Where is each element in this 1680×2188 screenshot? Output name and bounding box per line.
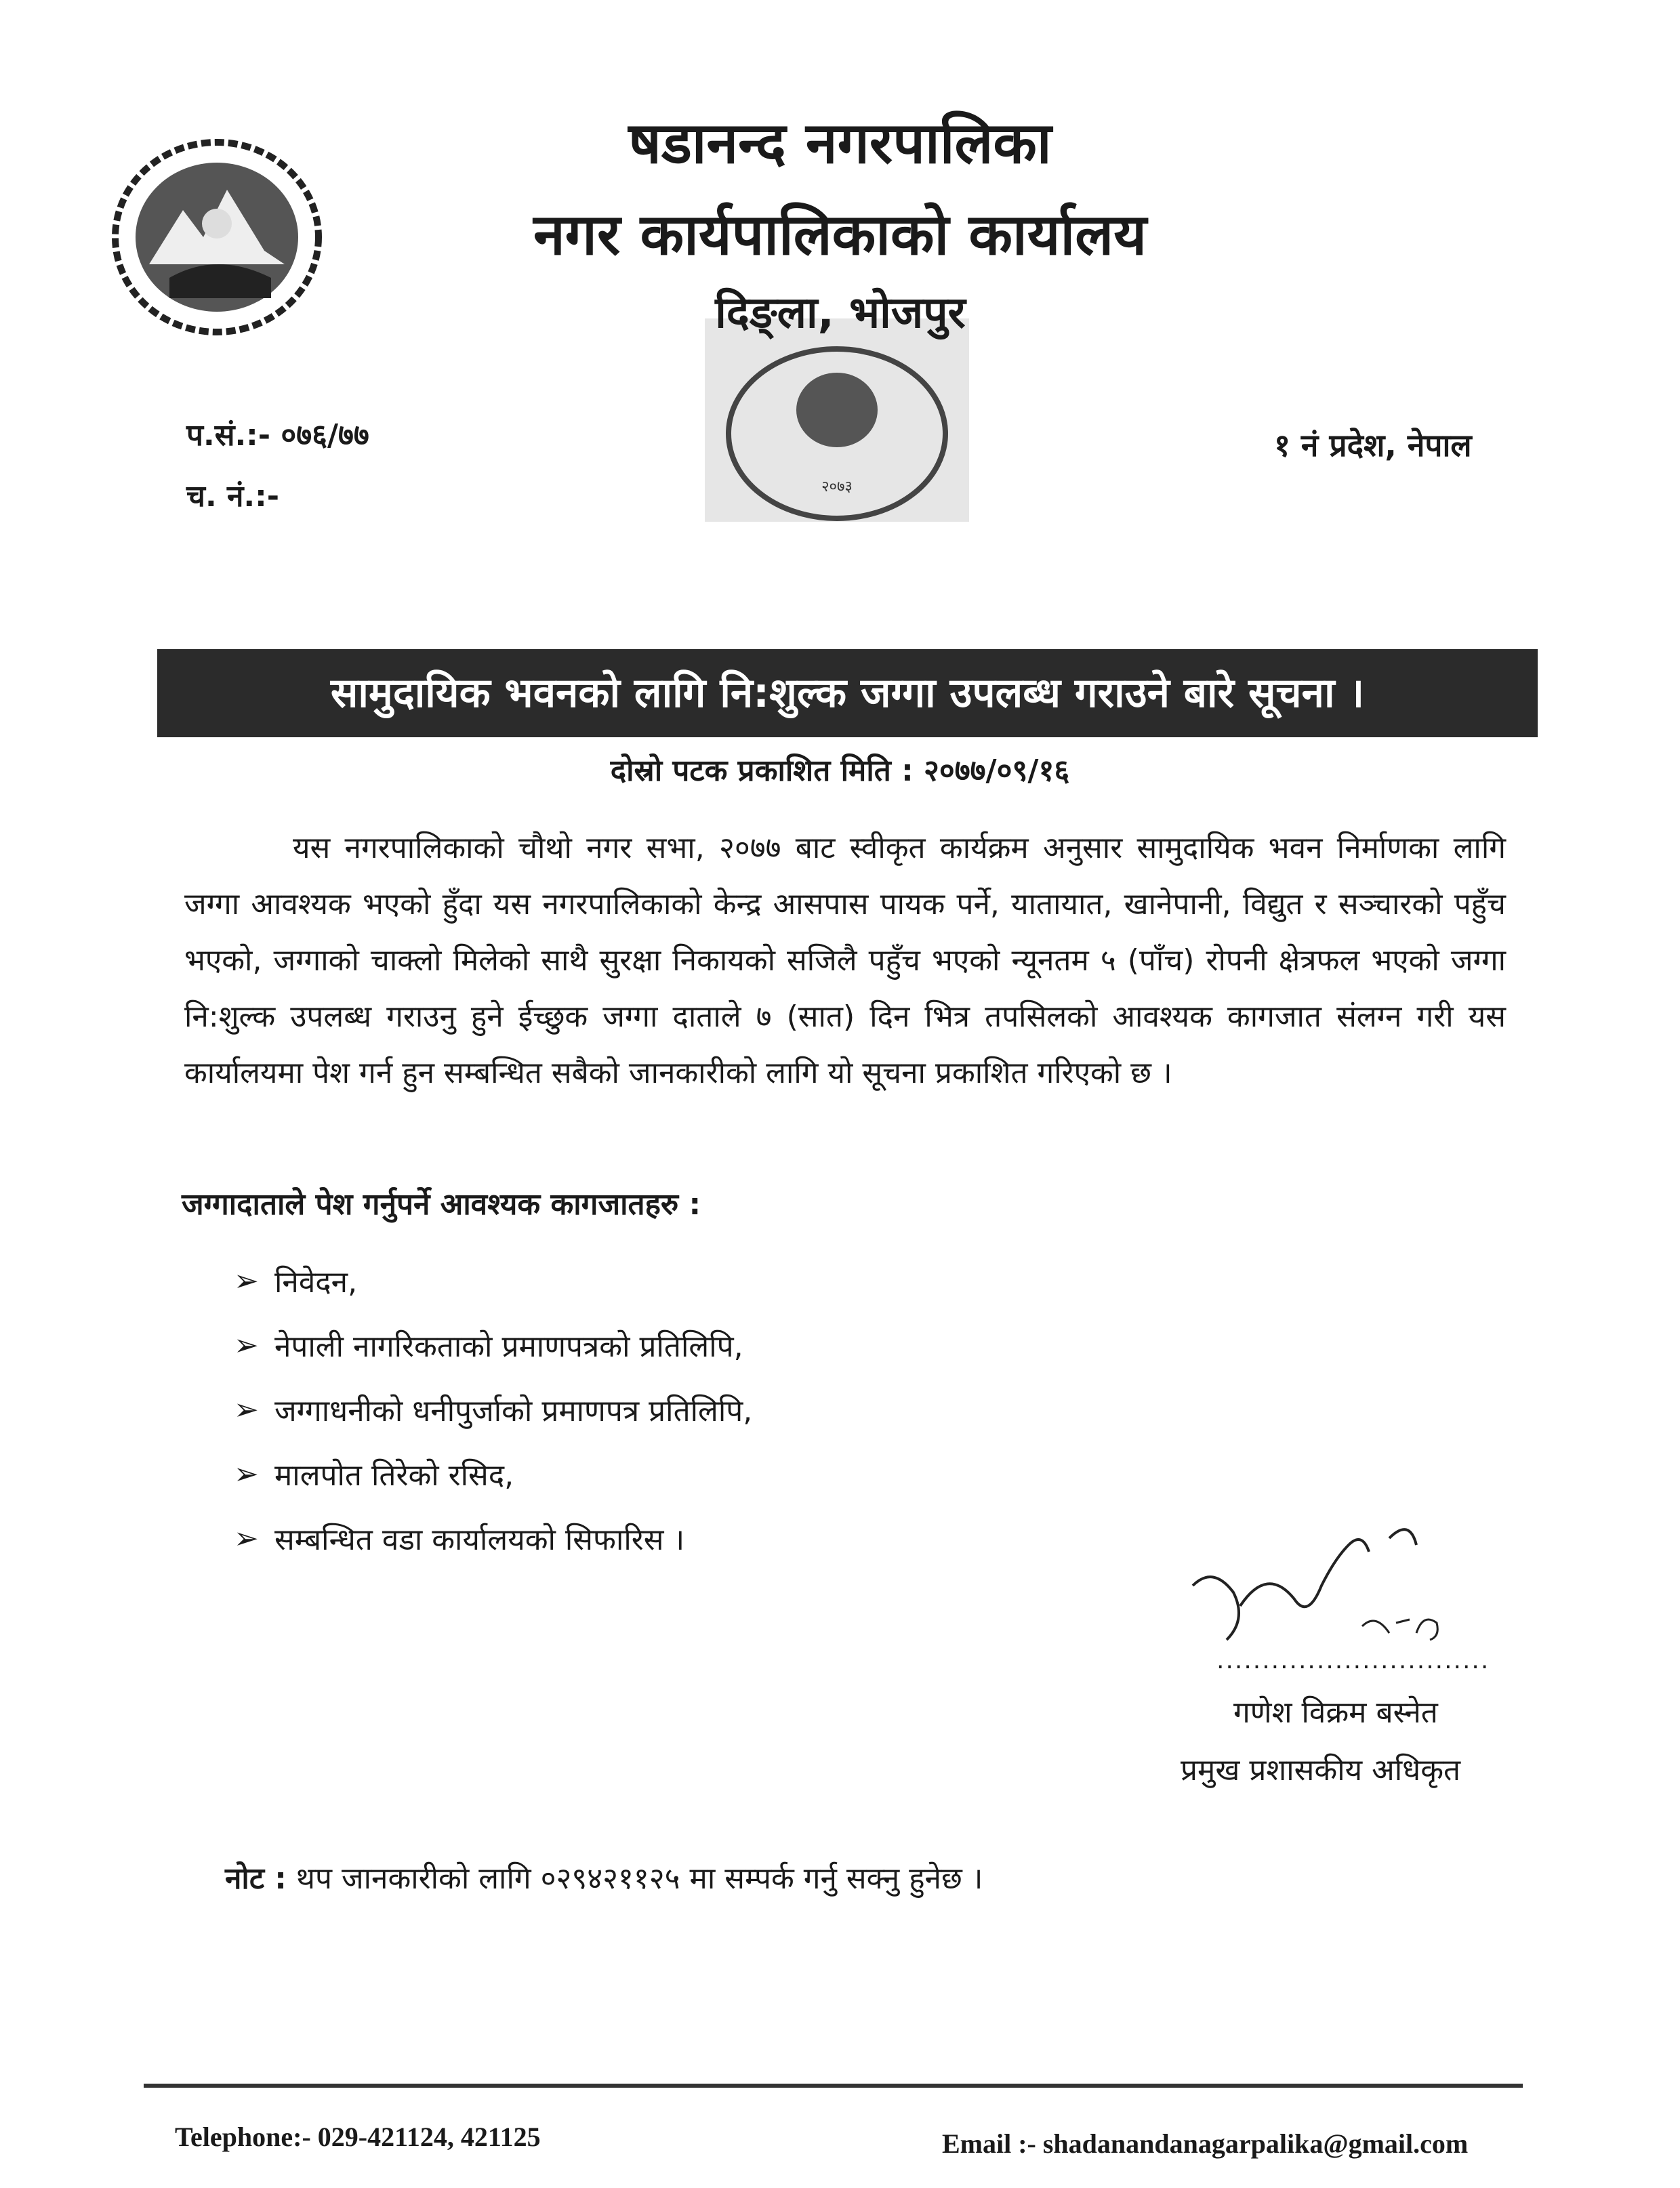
office-name: नगर कार्यपालिकाको कार्यालय xyxy=(533,201,1147,268)
notice-title: सामुदायिक भवनको लागि नि:शुल्क जग्गा उपलब्ध गराउने बारे सूचना । xyxy=(157,649,1538,737)
note-label: नोट : xyxy=(225,1861,287,1896)
district-name: दिङ्ला, भोजपुर xyxy=(715,288,966,338)
footer-email: Email :- shadanandanagarpalika@gmail.com xyxy=(942,2128,1469,2159)
arrow-bullet-icon: ➢ xyxy=(234,1327,259,1363)
reference-number: प.सं.:- ०७६/७७ xyxy=(186,418,369,453)
svg-text:२०७३: २०७३ xyxy=(821,478,853,495)
list-item: ➢ निवेदन, xyxy=(234,1263,358,1300)
note-text: थप जानकारीको लागि ०२९४२११२५ मा सम्पर्क गर्नु सक्नु हुनेछ । xyxy=(295,1861,983,1896)
notice-body: यस नगरपालिकाको चौथो नगर सभा, २०७७ बाट स्वीकृत कार्यक्रम अनुसार सामुदायिक भवन निर्माणका लागि जग्गा आवश्यक भएको हुँदा यस नगरपालिकाको केन्द्र आसपास पायक पर्ने, यातायात, खानेपानी, विद्युत र सञ्चारको पहुँच भएको, जग्गाको चाक्लो मिलेको साथै सुरक्षा निकायको सजिलै पहुँच भएको न्यूनतम ५ (पाँच) रोपनी क्षेत्रफल भएको जग्गा नि:शुल्क उपलब्ध गराउनु हुने ईच्छुक जग्गा दाताले ७ (सात) दिन भित्र तपसिलको आवश्यक कागजात संलग्न गरी यस कार्यालयमा पेश गर्न हुन सम्बन्धित सबैको जानकारीको लागि यो सूचना प्रकाशित गरिएको छ । xyxy=(184,831,1506,1090)
docs-heading: जग्गादाताले पेश गर्नुपर्ने आवश्यक कागजातहरु : xyxy=(182,1187,701,1222)
signature xyxy=(1186,1504,1498,1660)
signer-name: गणेश विक्रम बस्नेत xyxy=(1233,1695,1438,1730)
publication-date: दोस्रो पटक प्रकाशित मिति : २०७७/०९/१६ xyxy=(610,754,1070,788)
footer-divider xyxy=(144,2084,1523,2088)
municipality-name: षडानन्द नगरपालिका xyxy=(628,110,1052,176)
dispatch-number: च. नं.:- xyxy=(186,479,279,514)
arrow-bullet-icon: ➢ xyxy=(234,1392,259,1427)
list-item: ➢ मालपोत तिरेको रसिद, xyxy=(234,1456,514,1493)
arrow-bullet-icon: ➢ xyxy=(234,1456,259,1491)
office-seal-icon xyxy=(705,318,969,522)
list-item: ➢ सम्बन्धित वडा कार्यालयको सिफारिस । xyxy=(234,1521,685,1557)
note xyxy=(225,1857,983,1897)
signer-title: प्रमुख प्रशासकीय अधिकृत xyxy=(1181,1753,1461,1788)
arrow-bullet-icon: ➢ xyxy=(234,1521,259,1556)
signature-line: .............................. xyxy=(1216,1647,1490,1674)
footer-telephone: Telephone:- 029-421124, 421125 xyxy=(175,2122,541,2152)
list-item: ➢ नेपाली नागरिकताको प्रमाणपत्रको प्रतिलिपि, xyxy=(234,1327,743,1364)
arrow-bullet-icon: ➢ xyxy=(234,1263,259,1298)
list-item: ➢ जग्गाधनीको धनीपुर्जाको प्रमाणपत्र प्रतिलिपि, xyxy=(234,1392,753,1428)
province: १ नं प्रदेश, नेपाल xyxy=(1274,427,1472,463)
